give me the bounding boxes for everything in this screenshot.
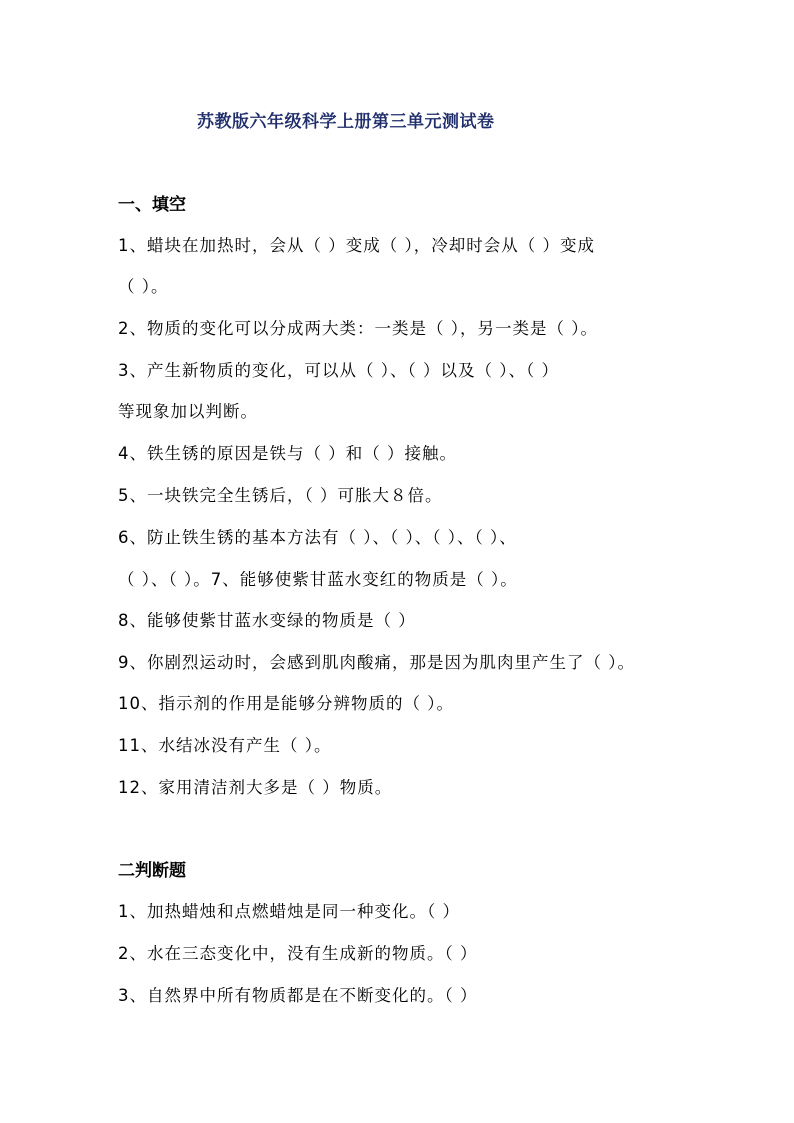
question-line: 6、防止铁生锈的基本方法有（ ）、（ ）、（ ）、（ ）、 xyxy=(118,528,517,547)
document-title: 苏教版六年级科学上册第三单元测试卷 xyxy=(197,112,495,132)
section-heading-true-false: 二判断题 xyxy=(118,861,186,881)
question-line: 9、你剧烈运动时，会感到肌肉酸痛，那是因为肌肉里产生了（ ）。 xyxy=(118,653,635,672)
question-line: 3、自然界中所有物质都是在不断变化的。（ ） xyxy=(118,986,478,1005)
section-heading-fill-blank: 一、填空 xyxy=(118,195,186,215)
question-line: 3、产生新物质的变化，可以从（ ）、（ ）以及（ ）、（ ） xyxy=(118,361,559,380)
question-line: 11、水结冰没有产生（ ）。 xyxy=(118,736,332,755)
question-line: 2、物质的变化可以分成两大类：一类是（ ），另一类是（ ）。 xyxy=(118,319,598,338)
question-line: （ ）、（ ）。7、能够使紫甘蓝水变红的物质是（ ）。 xyxy=(118,570,518,589)
question-line: 等现象加以判断。 xyxy=(118,402,258,421)
question-line: 5、一块铁完全生锈后，（ ）可胀大８倍。 xyxy=(118,486,443,505)
question-line: 4、铁生锈的原因是铁与（ ）和（ ）接触。 xyxy=(118,444,457,463)
question-line: 2、水在三态变化中，没有生成新的物质。（ ） xyxy=(118,944,478,963)
question-line: 1、加热蜡烛和点燃蜡烛是同一种变化。（ ） xyxy=(118,902,460,921)
question-line: 8、能够使紫甘蓝水变绿的物质是（ ） xyxy=(118,611,416,630)
question-line: 12、家用清洁剂大多是（ ）物质。 xyxy=(118,778,393,797)
question-line: 1、蜡块在加热时，会从（ ）变成（ ），冷却时会从（ ）变成 xyxy=(118,236,595,255)
question-line: （ ）。 xyxy=(118,277,169,296)
question-line: 10、指示剂的作用是能够分辨物质的（ ）。 xyxy=(118,694,454,713)
